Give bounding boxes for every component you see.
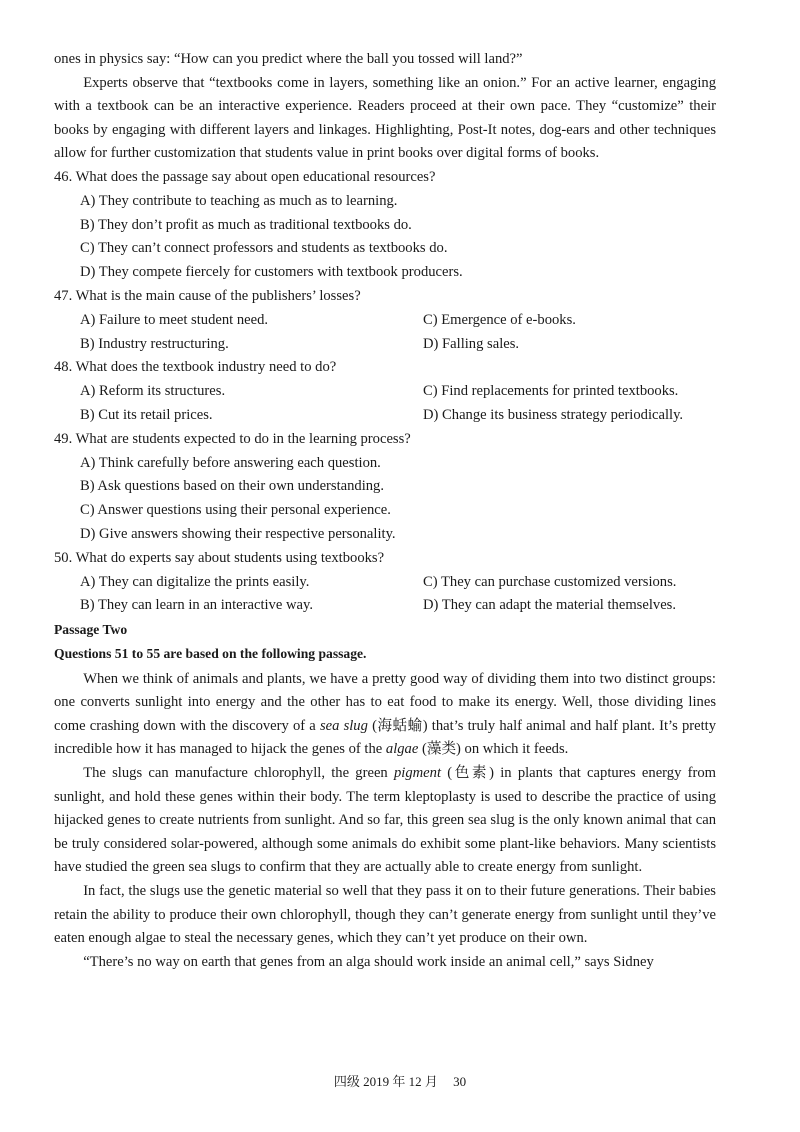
option-d: D) Change its business strategy periodically. [423,406,684,423]
passage-paragraph-4: “There’s no way on earth that genes from an alga should work inside an animal cell,” says Sidney [83,953,654,970]
option-row [80,404,716,428]
page-number: 30 [453,1074,467,1089]
question-49 [54,428,716,547]
option-row [80,380,716,404]
option-c: C) Emergence of e-books. [423,311,576,328]
exam-label: 四级 2019 年 12 月 [333,1074,438,1089]
option-row [80,309,716,333]
option-b: B) They can learn in an interactive way. [80,597,313,614]
page-footer [0,1071,800,1090]
question-47 [54,285,716,356]
option-a: A) Think carefully before answering each question. [80,454,381,471]
option-a: A) Failure to meet student need. [80,311,269,328]
option-c: C) They can’t connect professors and students as textbooks do. [80,240,448,257]
question-50 [54,547,716,618]
option-a: A) They can digitalize the prints easily. [80,573,310,590]
passage-paragraph-1: When we think of animals and plants, we have a pretty good way of dividing them into two distinct groups: one converts sunlight into energy and the other has to eat food to make its energy. Well, those dividing lines come crashing down with the discovery of a sea slug (海蛞蝓) that’s truly half animal and half plant. It’s pretty incredible how it has managed to hijack the genes of the algae (藻类) on which it feeds. [54,670,716,758]
passage-instruction: Questions 51 to 55 are based on the following passage. [54,645,367,661]
option-b: B) Cut its retail prices. [80,406,213,423]
option-b: B) They don’t profit as much as traditional textbooks do. [80,216,412,233]
continued-text: ones in physics say: “How can you predict where the ball you tossed will land?” [54,51,523,67]
passage-title: Passage Two [54,622,128,638]
term-algae: algae [385,741,419,758]
page-content [54,48,716,974]
option-d: D) They can adapt the material themselves. [423,597,676,614]
option-row [80,571,716,595]
question-46 [54,166,716,285]
option-a: A) Reform its structures. [80,383,226,400]
passage-paragraph-3: In fact, the slugs use the genetic material so well that they pass it on to their future generations. Their babies retain the ability to produce their own chlorophyll, though they can’t generate energy from sunlight until they’ve eaten enough algae to steal the necessary genes, which they can’t yet produce on their own. [54,883,716,947]
option-row [80,333,716,357]
option-d: D) They compete fiercely for customers with textbook producers. [80,264,463,281]
option-b: B) Ask questions based on their own understanding. [80,478,385,495]
option-c: C) They can purchase customized versions. [423,573,677,590]
question-stem: 48. What does the textbook industry need to do? [54,359,337,376]
term-pigment: pigment [393,765,442,782]
option-c: C) Find replacements for printed textbooks. [423,383,679,400]
experts-paragraph: Experts observe that “textbooks come in layers, something like an onion.” For an active learner, engaging with a textbook can be an interactive experience. Readers proceed at their own pace. They “customize” their books by engaging with different layers and linkages. Highlighting, Post-It notes, dog-ears and other techniques allow for further customization that students value in print books over digital forms of books. [54,74,716,162]
term-sea-slug: sea slug [319,717,368,734]
passage-paragraph-2: The slugs can manufacture chlorophyll, the green pigment (色素) in plants that captures energy from sunlight, and hold these genes within their body. The term kleptoplasty is used to describe the practice of using hijacked genes to create nutrients from sunlight. And so far, this green sea slug is the only known animal that can be truly considered solar-powered, although some animals do exhibit some plant-like behaviors. Many scientists have studied the green sea slugs to confirm that they are actually able to create energy from sunlight. [54,765,716,876]
question-stem: 46. What does the passage say about open educational resources? [54,168,436,185]
option-d: D) Give answers showing their respective personality. [80,525,396,542]
option-row [80,594,716,618]
option-b: B) Industry restructuring. [80,335,229,352]
question-stem: 47. What is the main cause of the publishers’ losses? [54,287,361,304]
question-stem: 50. What do experts say about students using textbooks? [54,549,385,566]
question-stem: 49. What are students expected to do in the learning process? [54,430,411,447]
option-c: C) Answer questions using their personal experience. [80,502,391,519]
option-a: A) They contribute to teaching as much as to learning. [80,192,398,209]
question-48 [54,356,716,427]
option-d: D) Falling sales. [423,335,520,352]
